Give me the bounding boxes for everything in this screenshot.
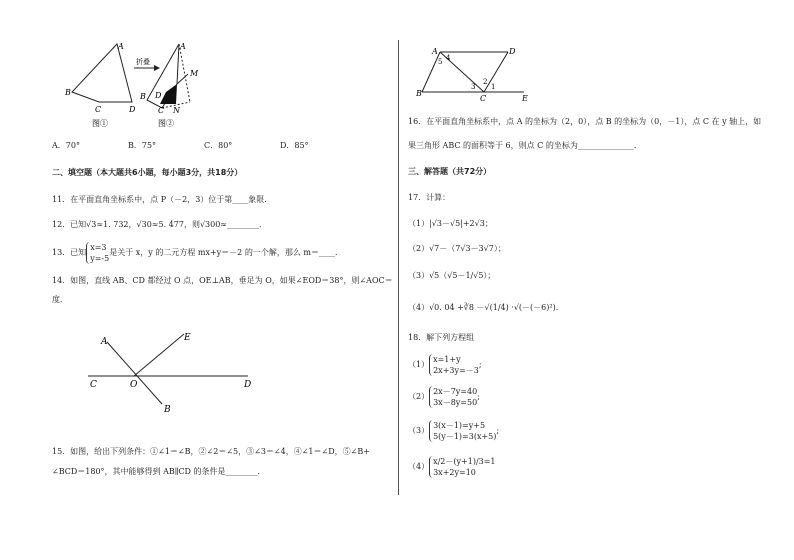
choice-a[interactable]: A．70° [52, 141, 80, 150]
question-15-cont: ∠BCD＝180°，其中能够得到 AB∥CD 的条件是________． [52, 467, 266, 476]
fig-label: D [244, 380, 252, 390]
part-number: （2） [408, 392, 430, 401]
part-number: （1） [408, 360, 430, 369]
fig-label: D [509, 47, 516, 56]
parallel-figure [416, 44, 556, 102]
fig-label: N [173, 106, 180, 115]
question-12: 12．已知√3≈1. 732，√30≈5. 477，则√300≈________． [52, 220, 268, 229]
fig-label: C [480, 94, 487, 102]
equation: 3(x－1)=y+5 [433, 421, 486, 430]
fold-label: 折叠 [136, 58, 150, 66]
fig-label: A [118, 42, 124, 51]
fold-figure [62, 40, 212, 132]
equation: x=1+y [433, 355, 461, 364]
fig-label: C [90, 380, 97, 390]
fig-label: B [65, 88, 71, 97]
equation-system [429, 420, 496, 442]
angle-label: 5 [438, 58, 443, 66]
question-16: 16．在平面直角坐标系中，点 A 的坐标为（2，0），点 B 的坐标为（0，－1），点 C 在 y 轴上，如 [408, 117, 762, 126]
part-number: （4） [408, 462, 430, 471]
question-14: 14．如图，直线 AB、CD 都经过 O 点，OE⊥AB，垂足为 O，如果∠EOD＝38°，则∠AOC＝ [52, 276, 393, 285]
equation-system [429, 386, 477, 408]
equation-system [429, 456, 495, 478]
fig-label: C [158, 106, 165, 115]
choice-row [52, 140, 356, 152]
equation: 2x－7y=40 [433, 387, 478, 396]
fig-label: C [95, 105, 102, 114]
angle-label: 2 [483, 78, 488, 86]
fig-label: B [140, 92, 146, 101]
fig-label: E [184, 333, 191, 343]
equation: x/2－(y+1)/3=1 [433, 457, 496, 466]
column-divider [398, 40, 399, 495]
choice-b[interactable]: B．75° [128, 141, 157, 150]
fig-label: O [130, 380, 138, 390]
q17-part-3: （3）√5（√5－1/√5）； [408, 271, 496, 280]
equation: 5(y－1)=3(x+5) [433, 432, 497, 441]
fig-label: A [101, 337, 108, 347]
angle-label: 4 [446, 54, 451, 62]
equation-system [429, 354, 479, 376]
equation: 3x－8y=50 [433, 398, 478, 407]
q17-part-4: （4）√0. 04 +∛8 －√(1/4) ·√(－(－6)²)． [408, 303, 564, 312]
q17-part-2: （2）√7－（7√3－3√7）； [408, 244, 506, 253]
equation: 2x+3y=－3 [433, 366, 479, 375]
question-13 [52, 242, 343, 264]
fig-label: B [164, 405, 171, 415]
question-15: 15．如图，给出下列条件：①∠1＝∠B，②∠2＝∠5，③∠3＝∠4，④∠1＝∠D，⑤∠B+ [52, 447, 370, 456]
lines-figure [82, 328, 272, 418]
fig-label: E [522, 94, 528, 102]
angle-label: 1 [491, 83, 496, 91]
question-14-cont: 度． [52, 295, 68, 304]
fig-label: M [190, 69, 199, 78]
equation: x=3 [90, 243, 107, 252]
part-number: （3） [408, 426, 430, 435]
q18-part-1: （1）x=1+y 2x+3y=－3; [408, 355, 482, 375]
question-11: 11．在平面直角坐标系中，点 P（－2，3）位于第____象限． [52, 195, 273, 204]
question-18: 18．解下列方程组 [408, 333, 475, 342]
q18-part-4 [408, 456, 496, 478]
angle-label: 3 [471, 83, 476, 91]
equation: 3x+2y=10 [433, 468, 476, 477]
question-17: 17．计算： [408, 193, 451, 202]
section-answer: 三、解答题（共72分） [408, 167, 492, 176]
choice-d[interactable]: D．85° [280, 141, 309, 150]
equation: y=-5 [90, 254, 110, 263]
choice-c[interactable]: C．80° [204, 141, 233, 150]
q13-suffix: 是关于 x，y 的二元方程 mx+y＝－2 的一个解，那么 m＝____． [109, 248, 343, 257]
equation-system [86, 242, 109, 264]
fig-label: A [180, 42, 186, 51]
fig-label: A [432, 47, 438, 56]
fig-label: B [416, 89, 422, 98]
q18-part-3: （3）3(x－1)=y+5 5(y－1)=3(x+5); [408, 421, 500, 441]
figure-caption: 图① [92, 119, 108, 128]
question-16-cont: 果三角形 ABC 的面积等于 6，则点 C 的坐标为______________． [408, 141, 642, 150]
fig-label: D [155, 91, 162, 100]
q17-part-1: （1）|√3－√5|+2√3； [408, 219, 493, 228]
q18-part-2: （2）2x－7y=40 3x－8y=50; [408, 387, 480, 407]
fig-label: D [129, 105, 136, 114]
figure-caption: 图② [158, 119, 174, 128]
q13-prefix: 13．已知 [52, 248, 87, 257]
section-fill-blank: 二、填空题（本大题共6小题，每小题3分，共18分） [52, 168, 243, 177]
